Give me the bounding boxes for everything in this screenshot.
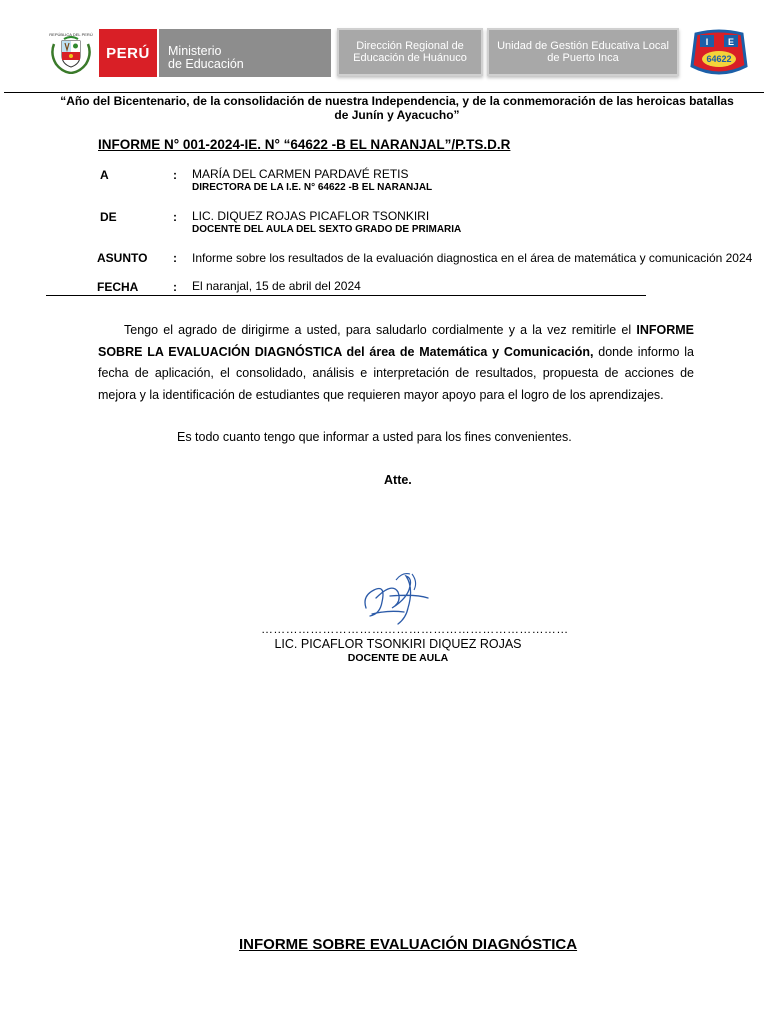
body-paragraph-start: Tengo el agrado de dirigirme a usted, para saludarlo cordialmente y a la vez remitirle el <box>124 323 637 337</box>
field-a-colon: : <box>173 168 177 182</box>
field-fecha-value: El naranjal, 15 de abril del 2024 <box>192 279 361 293</box>
atte-label: Atte. <box>384 473 412 487</box>
field-de-label: DE <box>100 210 117 224</box>
svg-text:REPÚBLICA DEL PERÚ: REPÚBLICA DEL PERÚ <box>49 32 93 37</box>
year-motto: “Año del Bicentenario, de la consolidación de nuestra Independencia, y de la conmemoración de las heroicas batallas de Junín y Ayacucho” <box>60 94 734 122</box>
peru-brand-box <box>99 29 157 77</box>
field-a-sub: DIRECTORA DE LA I.E. N° 64622 -B EL NARANJAL <box>192 182 433 193</box>
field-fecha-colon: : <box>173 280 177 294</box>
signer-name: LIC. PICAFLOR TSONKIRI DIQUEZ ROJAS <box>274 637 522 651</box>
field-asunto-label: ASUNTO <box>97 251 148 265</box>
dre-label: Dirección Regional de Educación de Huánuco <box>353 40 467 64</box>
school-badge-logo <box>688 28 750 78</box>
fields-divider <box>46 295 646 296</box>
svg-text:I: I <box>705 37 709 47</box>
field-de-colon: : <box>173 210 177 224</box>
body-paragraph-end: donde informo la fecha de aplicación, el consolidado, análisis e interpretación de resultados, propuesta de acciones de mejora y la identificación de estudiantes que requieren mayor apoyo para el logro de los aprendizajes. <box>98 344 694 403</box>
peru-label: PERÚ <box>106 44 150 62</box>
dre-brand-box <box>337 28 483 76</box>
ugel-label: Unidad de Gestión Educativa Local de Puerto Inca <box>497 40 669 64</box>
field-fecha-label: FECHA <box>97 280 139 294</box>
ministry-line-2: de Educación <box>168 57 244 71</box>
svg-text:E: E <box>727 37 735 47</box>
peru-coat-of-arms-logo <box>48 30 94 74</box>
body-paragraph-bold: INFORME SOBRE LA EVALUACIÓN DIAGNÓSTICA del área de Matemática y Comunicación, <box>98 323 694 359</box>
field-de-sub: DOCENTE DEL AULA DEL SEXTO GRADO DE PRIMARIA <box>192 224 462 235</box>
header-divider <box>4 92 764 93</box>
ministry-line-1: Ministerio <box>168 44 222 58</box>
report-title: INFORME N° 001-2024-IE. N° “64622 -B EL NARANJAL”/P.TS.D.R <box>98 137 511 152</box>
ministry-brand-box <box>159 29 331 77</box>
signature-dotted-line: ………………………………………………………………… <box>261 622 569 636</box>
closing-line: Es todo cuanto tengo que informar a usted para los fines convenientes. <box>177 430 572 444</box>
field-asunto-colon: : <box>173 251 177 265</box>
field-de-value: LIC. DIQUEZ ROJAS PICAFLOR TSONKIRI <box>192 209 430 223</box>
field-a-label: A <box>100 168 109 182</box>
school-logo-number: 64622 <box>706 54 732 64</box>
signer-role: DOCENTE DE AULA <box>347 652 449 664</box>
body-paragraph <box>98 320 694 407</box>
next-section-title: INFORME SOBRE EVALUACIÓN DIAGNÓSTICA <box>239 936 578 953</box>
ugel-brand-box <box>487 28 679 76</box>
field-asunto-value: Informe sobre los resultados de la evaluación diagnostica en el área de matemática y comunicación 2024 <box>192 251 753 265</box>
field-a-value: MARÍA DEL CARMEN PARDAVÉ RETIS <box>192 167 409 181</box>
